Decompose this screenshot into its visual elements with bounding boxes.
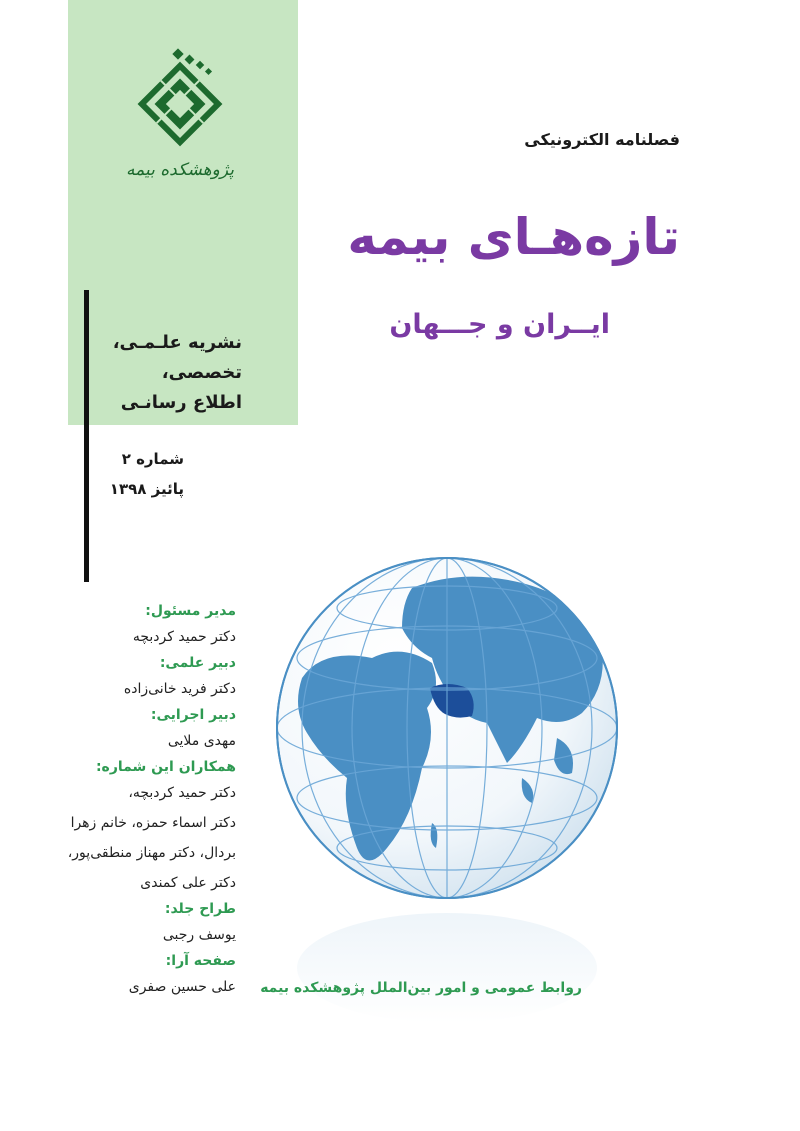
staff-name: مهدی ملایی — [167, 733, 236, 749]
staff-name: دکتر فرید خانی‌زاده — [123, 681, 236, 697]
publication-type-line: اطلاع رسانـی — [120, 392, 242, 413]
staff-name: علی حسین صفری — [128, 979, 236, 995]
vertical-divider — [84, 290, 89, 582]
editorial-staff — [36, 600, 236, 1002]
publication-type-line: نشریه علـمـی، — [112, 332, 242, 353]
staff-name: یوسف رجبی — [162, 927, 236, 943]
publication-type-line: تخصصی، — [161, 362, 242, 383]
issue-number: شماره ۲ — [121, 450, 184, 468]
staff-role: دبیر علمی: — [159, 655, 236, 671]
quarterly-label: فصلنامه الکترونیکی — [524, 130, 680, 149]
staff-role: صفحه آرا: — [165, 953, 236, 969]
logo-wordmark: پژوهشکده بیمه — [126, 160, 234, 180]
issue-season: پائیز ۱۳۹۸ — [109, 480, 184, 498]
magazine-subtitle: ایــران و جـــهان — [389, 309, 610, 340]
staff-name: دکتر اسماء حمزه، خانم زهرا — [70, 815, 236, 831]
footer-credit: روابط عمومی و امور بین‌الملل پژوهشکده بیمه — [260, 980, 582, 996]
issue-info — [92, 444, 184, 504]
staff-name: دکتر علی کمندی — [140, 875, 236, 891]
globe-illustration — [262, 548, 632, 1028]
magazine-title: تازه‌هـای بیمه — [347, 208, 680, 266]
publication-type — [92, 328, 242, 418]
staff-role: دبیر اجرایی: — [150, 707, 236, 723]
staff-name: بردال، دکتر مهناز منطقی‌پور، — [67, 845, 236, 861]
institute-logo — [120, 48, 240, 208]
staff-name: دکتر حمید کردبچه، — [128, 785, 236, 801]
staff-role: همکاران این شماره: — [95, 759, 236, 775]
logo-emblem-icon — [120, 48, 240, 158]
globe-icon — [262, 548, 632, 1028]
staff-role: طراح جلد: — [164, 901, 236, 917]
staff-name: دکتر حمید کردبچه — [132, 629, 236, 645]
staff-role: مدیر مسئول: — [145, 603, 236, 619]
